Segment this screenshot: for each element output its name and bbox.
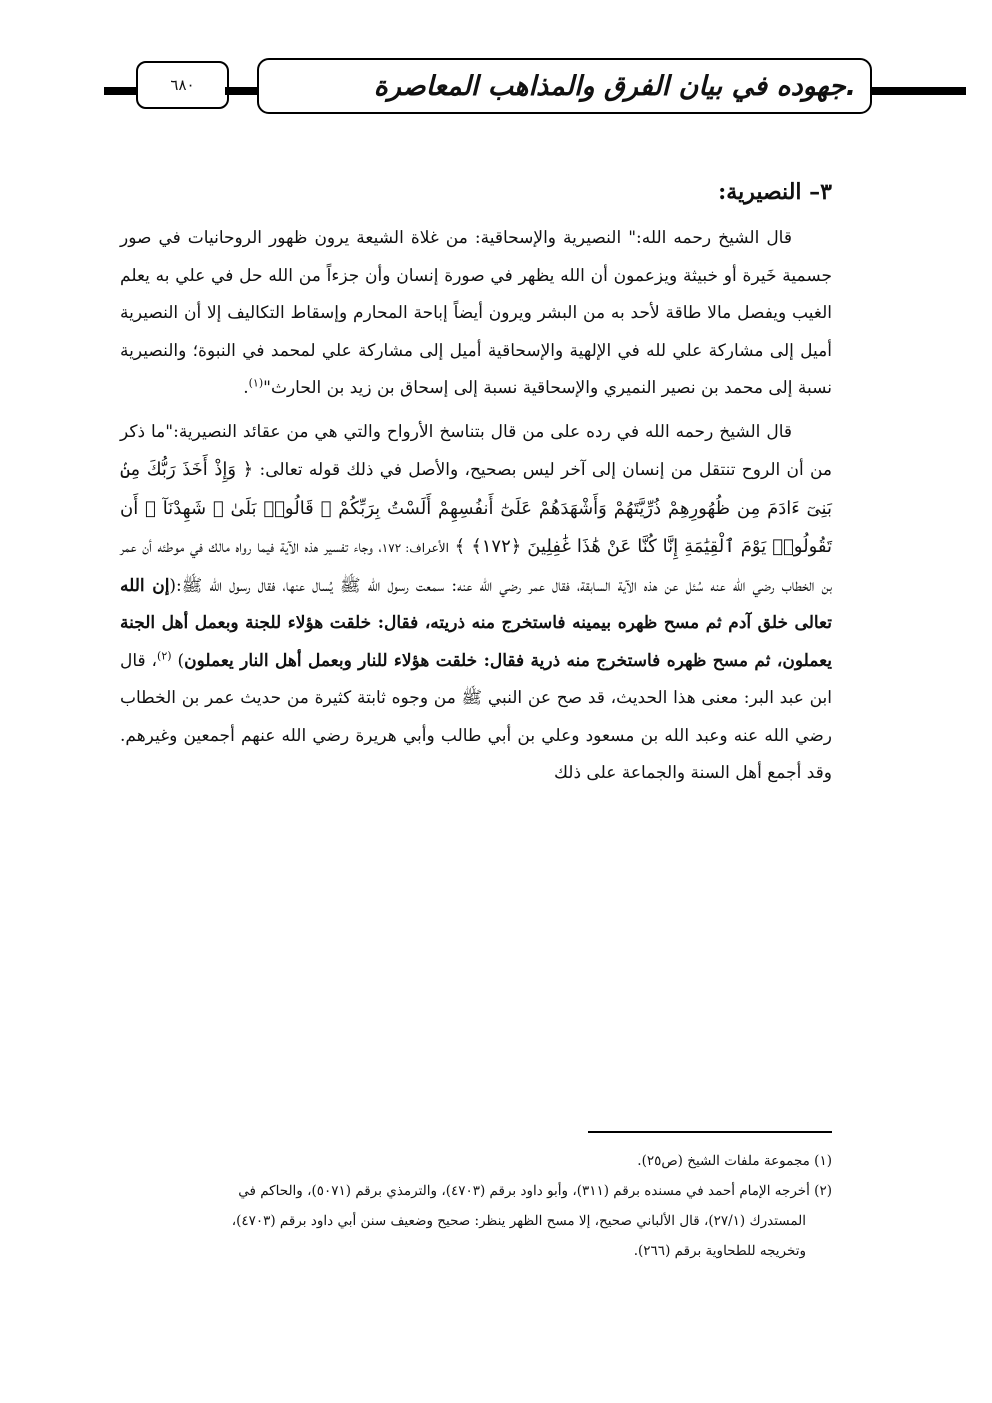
verse-reference: الأعراف: ١٧٢: [381, 541, 449, 555]
page-number: ٦٨٠: [170, 76, 195, 94]
footnote-2-line-3: وتخريجه للطحاوية برقم (٢٦٦).: [633, 1243, 806, 1259]
page-number-box: [136, 61, 229, 109]
header-rule-right: [872, 87, 966, 95]
footnote-2-line-2: المستدرك (٢٧/١)، قال الألباني صحيح، إلا مسح الظهر ينظر: صحيح وضعيف سنن أبي داود برقم (٤٧٠٣)،: [231, 1213, 806, 1229]
footnote-separator: [588, 1131, 832, 1133]
section-heading: ٣– النصيرية:: [718, 179, 832, 205]
footnote-1: (١) مجموعة ملفات الشيخ (ص٢٥).: [637, 1153, 832, 1169]
paragraph-2-closing: ، قال ابن عبد البر: معنى هذا الحديث، قد صح عن النبي ﷺ من وجوه ثابتة كثيرة من حديث عمر بن الخطاب رضي الله عنه وعبد الله بن مسعود وعلي بن أبي طالب وأبي هريرة رضي الله عنهم أجمعين وغيرهم. وقد أجمع أهل السنة والجماعة على ذلك: [120, 650, 832, 783]
paragraph-2: [120, 414, 832, 793]
hadith-text: إن الله تعالى خلق آدم ثم مسح ظهره بيمينه فاستخرج منه ذريته، فقال: خلقت هؤلاء للجنة وبعمل أهل الجنة يعملون، ثم مسح ظهره فاستخرج منه ذرية فقال: خلقت هؤلاء للنار وبعمل أهل النار يعملون: [120, 575, 832, 671]
paragraph-2-after-verse: ، وجاء تفسير هذه الآية فيما رواه مالك في موطئه أن عمر بن الخطاب رضي الله عنه سُئل عن هذه الآية السابقة، فقال عمر رضي الله عنه: سمعت رسول الله ﷺ يُسال عنها، فقال رسول الله ﷺ:(: [120, 537, 832, 596]
footnote-2-line-1: (٢) أخرجه الإمام أحمد في مسنده برقم (٣١١)، وأبو داود برقم (٤٧٠٣)، والترمذي برقم (٥٠٧١)، والحاكم في: [238, 1183, 832, 1199]
paragraph-1-text: قال الشيخ رحمه الله:" النصيرية والإسحاقية: من غلاة الشيعة يرون ظهور الروحانيات في صور جسمية خَيرة أو خبيثة ويزعمون أن الله يظهر في صورة إنسان وأن جزءاً من الله حل في علي به يعلم الغيب ويفصل مالا طاقة لأحد به من البشر ويرون أيضاً إباحة المحارم وإسقاط التكاليف إلا أن النصيرية أميل إلى مشاركة علي لله في الإلهية والإسحاقية أميل إلى مشاركة علي لمحمد في النبوة؛ والنصيرية نسبة إلى محمد بن نصير النميري والإسحاقية نسبة إلى إسحاق بن زيد بن الحارث": [120, 228, 832, 398]
footnote-ref-1: (١): [248, 376, 264, 390]
paragraph-1-end: .: [243, 378, 249, 398]
running-title: جهوده في بيان الفرق والمذاهب المعاصرة.: [373, 70, 856, 102]
header-rule-left: [104, 87, 136, 95]
quran-verse: ﴿ وَإِذْ أَخَذَ رَبُّكَ مِنۢ بَنِىٓ ءَادَمَ مِن ظُهُورِهِمْ ذُرِّيَّتَهُمْ وَأَشْهَدَهُمْ عَلَىٰٓ أَنفُسِهِمْ أَلَسْتُ بِرَبِّكُمْ ۖ قَالُوا۟ بَلَىٰ ۛ شَهِدْنَآ ۛ أَن تَقُولُوا۟ يَوْمَ ٱلْقِيَٰمَةِ إِنَّا كُنَّا عَنْ هَٰذَا غَٰفِلِينَ ﴿١٧٢﴾ ﴾: [120, 459, 832, 557]
footnote-ref-2: (٢): [157, 648, 172, 662]
footnotes: [120, 1146, 832, 1266]
header-rule-middle: [225, 87, 257, 95]
running-title-box: [257, 58, 872, 114]
main-text: [120, 170, 832, 793]
hadith-close: ): [177, 650, 185, 671]
paragraph-2-intro: قال الشيخ رحمه الله في رده على من قال بتناسخ الأرواح والتي هي من عقائد النصيرية:"ما ذكر من أن الروح تنتقل من إنسان إلى آخر ليس بصحيح، والأصل في ذلك قوله تعالى:: [120, 421, 833, 480]
paragraph-1: [120, 220, 832, 408]
